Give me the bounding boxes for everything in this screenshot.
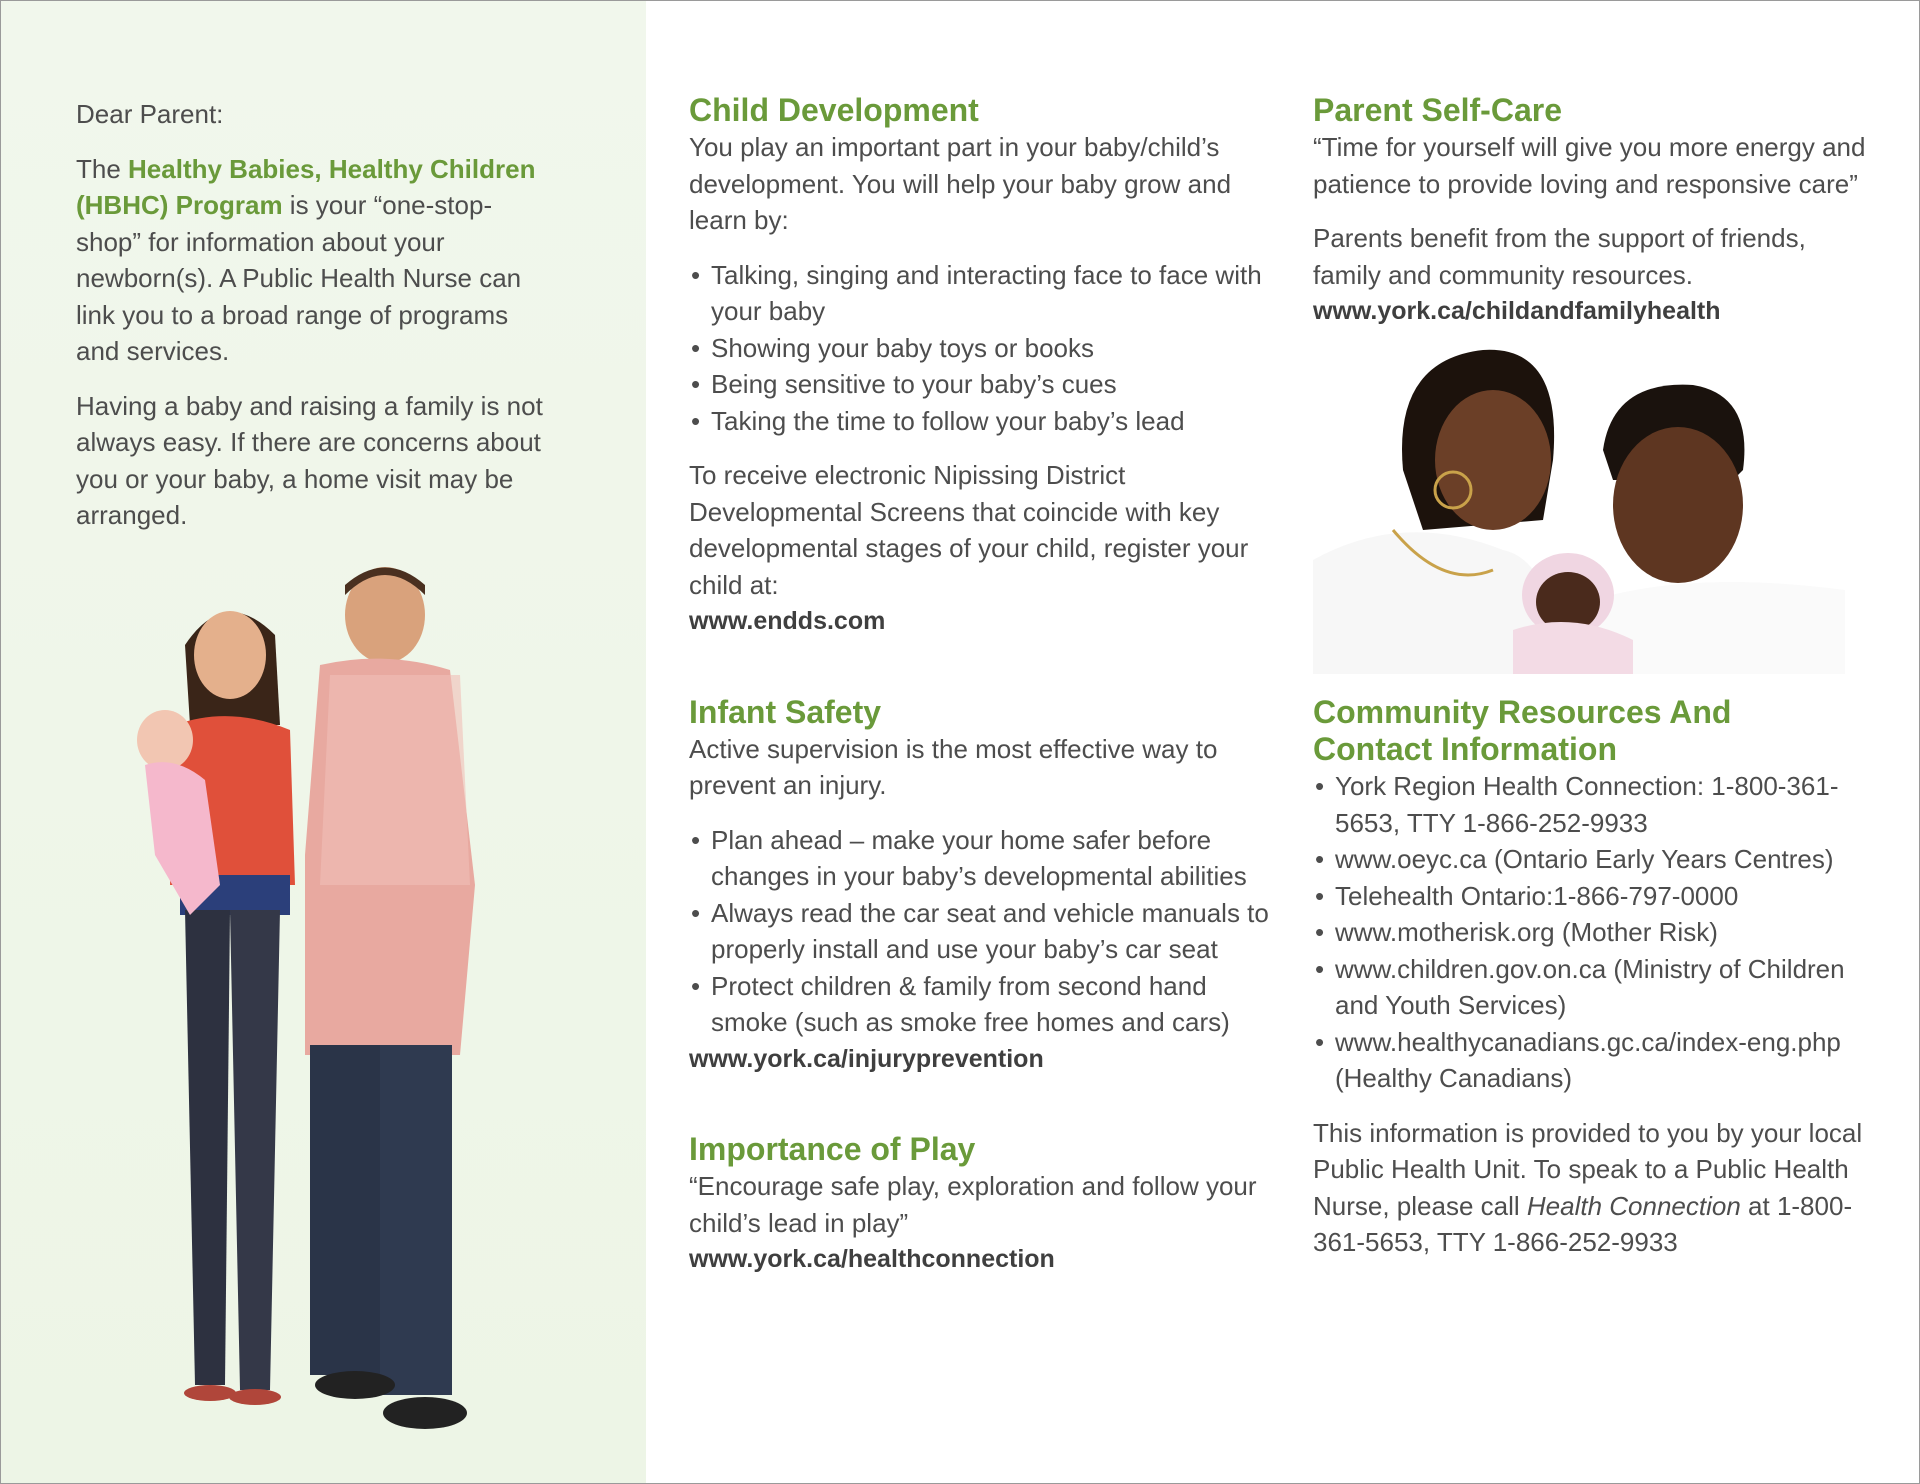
parents-with-newborn-photo [1313,340,1845,674]
closing-prefix: This information is provided to you by your local Public Health Unit. To speak to a Public Health Nurse, please call [1313,1117,1863,1221]
infant-safety-section [689,694,1289,1078]
health-connection-link[interactable]: www.york.ca/healthconnection [689,1245,1055,1273]
list-item: • Being sensitive to your baby’s cues [689,366,1289,403]
greeting: Dear Parent: [76,99,224,129]
child-development-intro: You play an important part in your baby/child’s development. You will help your baby grow and learn by: [689,132,1232,235]
father-figure [305,567,475,1429]
list-item: • Taking the time to follow your baby’s lead [689,403,1289,440]
list-item: • Showing your baby toys or books [689,330,1289,367]
closing-suffix: at 1-800-361-5653, TTY 1-866-252-9933 [1313,1190,1853,1257]
list-item: • Telehealth Ontario:1-866-797-0000 [1313,878,1873,915]
infant-safety-intro: Active supervision is the most effective way to prevent an injury. [689,733,1218,800]
community-resources-section [1313,694,1873,1261]
program-name: Healthy Babies, Healthy Children (HBHC) Program [76,153,536,220]
injury-prevention-link[interactable]: www.york.ca/injuryprevention [689,1044,1044,1073]
list-item[interactable]: • www.motherisk.org (Mother Risk) [1313,914,1873,951]
list-item: • Talking, singing and interacting face to face with your baby [689,257,1289,330]
parent-self-care-section [1313,92,1873,330]
list-item: • Always read the car seat and vehicle manuals to properly install and use your baby’s car seat [689,895,1289,968]
endds-link[interactable]: www.endds.com [689,607,886,635]
list-item[interactable]: • www.oeyc.ca (Ontario Early Years Centres) [1313,841,1873,878]
importance-of-play-heading: Importance of Play [689,1131,976,1167]
list-item[interactable]: • www.healthycanadians.gc.ca/index-eng.php (Healthy Canadians) [1313,1024,1873,1097]
self-care-quote: “Time for yourself will give you more energy and patience to provide loving and responsive care” [1313,132,1866,199]
community-heading [1313,694,1873,768]
list-item[interactable]: • www.children.gov.on.ca (Ministry of Children and Youth Services) [1313,951,1873,1024]
child-development-heading: Child Development [689,92,979,128]
right-column [1313,92,1873,330]
child-development-list [689,257,1289,440]
community-heading-line-2: Contact Information [1313,731,1617,767]
intro-paragraph-1 [76,151,546,370]
intro-column [76,96,546,534]
list-item: • Protect children & family from second hand smoke (such as smoke free homes and cars) [689,968,1289,1041]
parent-self-care-heading: Parent Self-Care [1313,92,1562,128]
child-development-section [689,92,1289,640]
middle-column [689,92,1289,1278]
self-care-text: Parents benefit from the support of friends, family and community resources. [1313,223,1806,290]
health-connection-name: Health Connection [1526,1190,1741,1221]
intro-p1-prefix: The [76,153,129,184]
list-item: • York Region Health Connection: 1-800-361-5653, TTY 1-866-252-9933 [1313,768,1873,841]
play-quote: “Encourage safe play, exploration and follow your child’s lead in play” [689,1171,1257,1238]
family-photo [130,555,510,1435]
list-item: • Plan ahead – make your home safer before changes in your baby’s developmental abilities [689,822,1289,895]
community-heading-line-1: Community Resources And [1313,694,1732,730]
closing-paragraph [1313,1115,1873,1261]
child-family-health-link[interactable]: www.york.ca/childandfamilyhealth [1313,297,1721,325]
importance-of-play-section [689,1131,1289,1278]
infant-safety-heading: Infant Safety [689,693,882,730]
intro-paragraph-2: Having a baby and raising a family is not always easy. If there are concerns about you or your baby, a home visit may be arranged. [76,390,543,530]
infant-safety-list [689,822,1289,1041]
intro-p1-suffix: is your “one-stop-shop” for information about your newborn(s). A Public Health Nurse can link you to a broad range of programs and services. [76,190,522,366]
community-resources-list [1313,768,1873,1097]
developmental-screens-text: To receive electronic Nipissing District Developmental Screens that coincide with key developmental stages of your child, register your child at: [689,460,1249,600]
